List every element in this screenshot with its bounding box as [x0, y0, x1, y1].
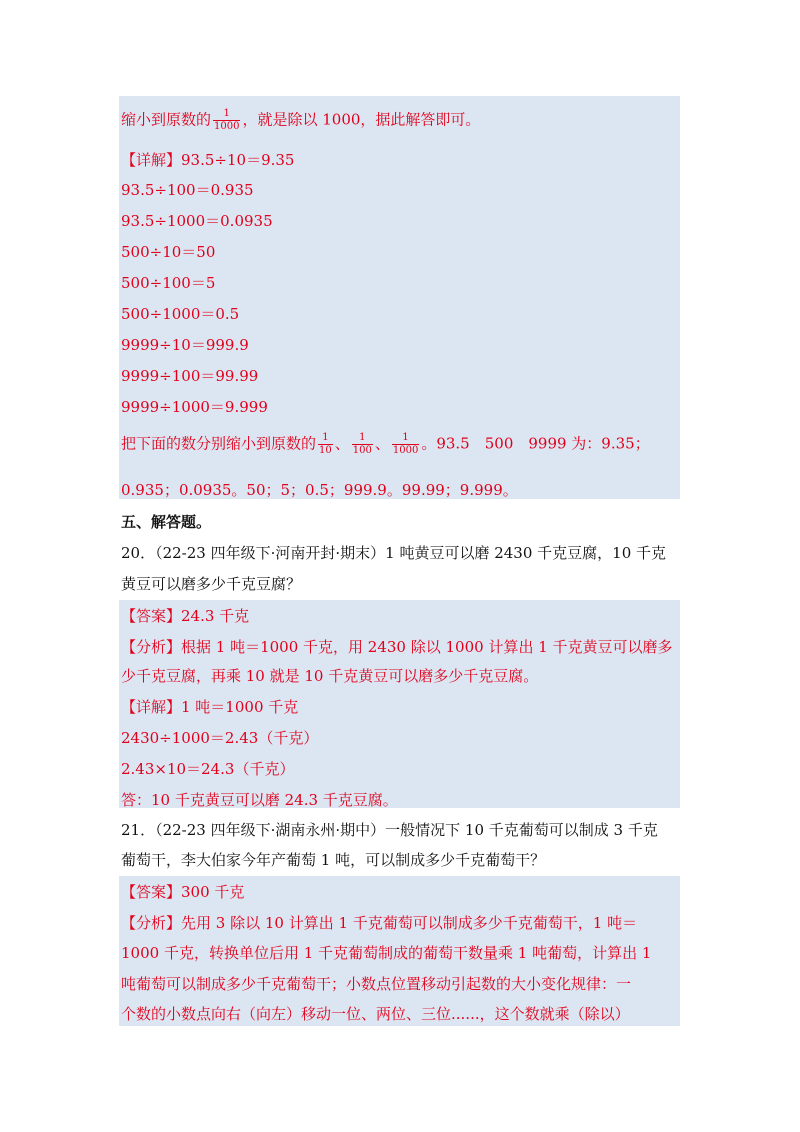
explanation-text: 缩小到原数的 [121, 110, 212, 129]
fraction-one-hundredth: $\frac{1}{100}$ [352, 432, 372, 456]
calc-line: 93.5÷10＝9.35 [181, 151, 295, 169]
analysis-line: 【分析】根据 1 吨＝1000 千克，用 2430 除以 1000 计算出 1 千克黄豆可以磨多 [121, 638, 673, 656]
question-21-text: 葡萄干，李大伯家今年产葡萄 1 吨，可以制成多少千克葡萄干？ [121, 851, 546, 869]
answer-line: 【答案】300 千克 [121, 883, 245, 901]
calc-line: 500÷1000＝0.5 [121, 305, 240, 323]
question-21-text: 21．（22-23 四年级下·湖南永州·期中）一般情况下 10 千克葡萄可以制成 3 千克 [121, 821, 658, 839]
analysis-line: 个数的小数点向右（向左）移动一位、两位、三位......，这个数就乘（除以） [121, 1005, 630, 1023]
fraction-one-thousandth: $\frac{1}{1000}$ [214, 108, 240, 132]
answer-line: 【答案】24.3 千克 [121, 607, 250, 625]
calc-line: 93.5÷100＝0.935 [121, 181, 254, 199]
calc-line: 500÷100＝5 [121, 274, 216, 292]
detail-tag: 【详解】 [121, 151, 182, 169]
calc-line: 93.5÷1000＝0.0935 [121, 212, 273, 230]
calc-line: 9999÷10＝999.9 [121, 336, 249, 354]
question-20-text: 20．（22-23 四年级下·河南开封·期末）1 吨黄豆可以磨 2430 千克豆腐，10 千克 [121, 544, 667, 562]
calc-line: 2.43×10＝24.3（千克） [121, 760, 295, 778]
analysis-line: 【分析】先用 3 除以 10 计算出 1 千克葡萄可以制成多少千克葡萄干，1 吨＝ [121, 914, 638, 932]
summary-line-2: 0.935；0.0935。50；5；0.5；999.9。99.99；9.999。 [121, 481, 518, 499]
answer-sentence: 答：10 千克黄豆可以磨 24.3 千克豆腐。 [121, 791, 398, 809]
section-title: 五、解答题。 [121, 513, 212, 531]
question-20-text: 黄豆可以磨多少千克豆腐？ [121, 575, 302, 593]
detail-line [121, 150, 294, 170]
calc-line: 2430÷1000＝2.43（千克） [121, 729, 319, 747]
calc-line: 9999÷1000＝9.999 [121, 398, 268, 416]
calc-line: 500÷10＝50 [121, 243, 216, 261]
analysis-line: 1000 千克，转换单位后用 1 千克葡萄制成的葡萄干数量乘 1 吨葡萄，计算出 1 [121, 944, 652, 962]
explanation-line: 缩小到原数的 $\frac{1}{1000}$ ，就是除以 1000，据此解答即可。 [121, 108, 481, 132]
detail-line: 【详解】1 吨＝1000 千克 [121, 698, 299, 716]
analysis-line: 吨葡萄可以制成多少千克葡萄干；小数点位置移动引起数的大小变化规律：一 [121, 975, 632, 993]
summary-line: 把下面的数分别缩小到原数的 $\frac{1}{10}$ 、 $\frac{1}{100}$ 、 $\frac{1}{1000}$ 。93.5 500 9999 为：9.35； [121, 432, 650, 456]
fraction-one-tenth: $\frac{1}{10}$ [319, 432, 332, 456]
analysis-line: 少千克豆腐，再乘 10 就是 10 千克黄豆可以磨多少千克豆腐。 [121, 667, 539, 685]
calc-line: 9999÷100＝99.99 [121, 367, 259, 385]
fraction-one-thousandth: $\frac{1}{1000}$ [392, 432, 419, 456]
